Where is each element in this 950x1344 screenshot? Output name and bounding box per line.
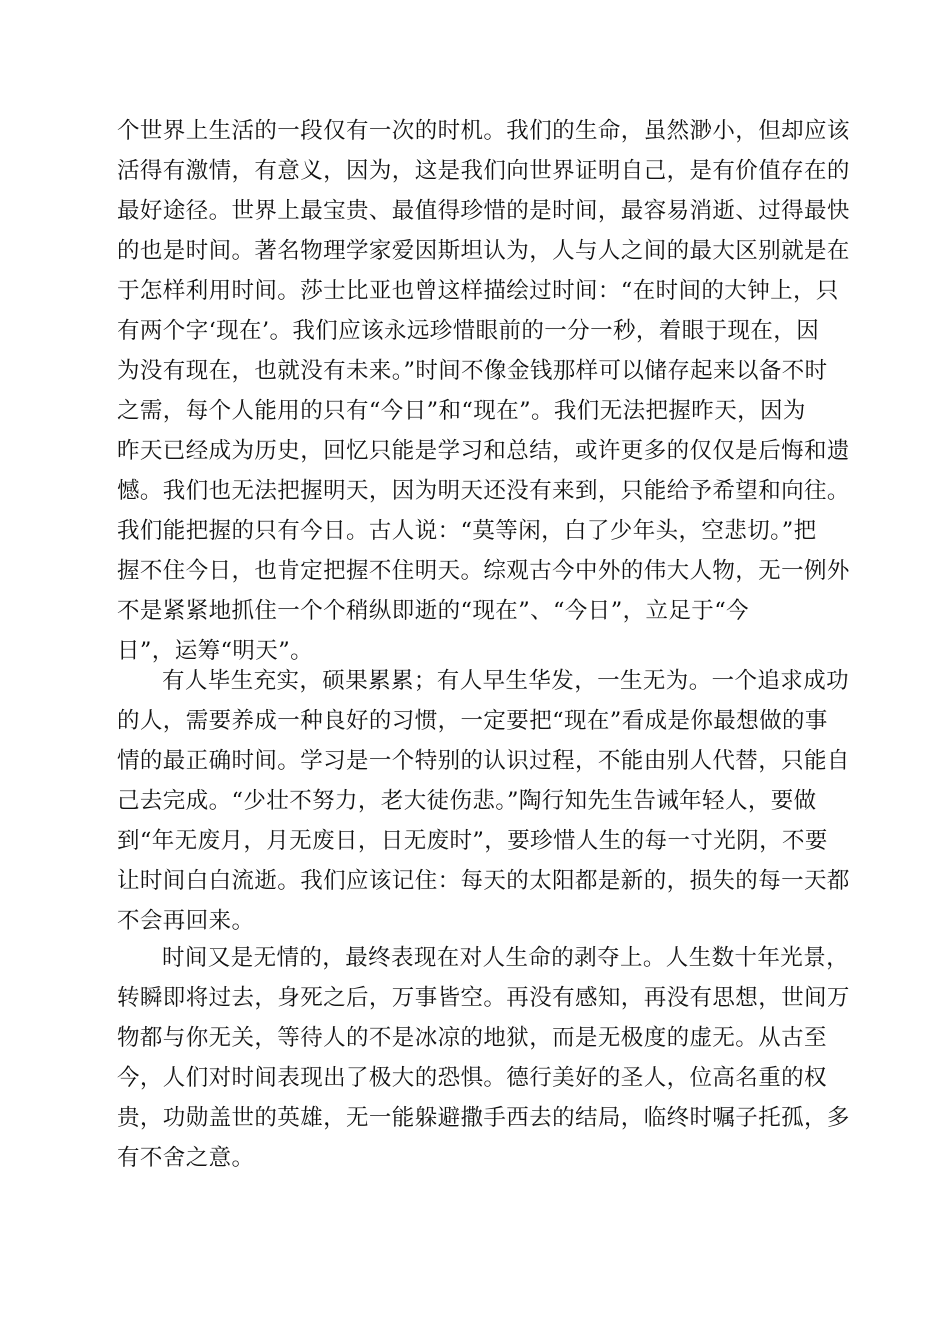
paragraph-1 xyxy=(117,111,850,671)
text-line-first: 有人毕生充实，硕果累累；有人早生华发，一生无为。一个追求成功 xyxy=(162,668,850,694)
text-line: 物都与你无关，等待人的不是冰凉的地狱，而是无极度的虚无。从古至 xyxy=(117,1025,827,1051)
text-line: 我们能把握的只有今日。古人说：“莫等闲，白了少年头，空悲切。”把 xyxy=(117,518,817,544)
text-line: 之需，每个人能用的只有“今日”和“现在”。我们无法把握昨天，因为 xyxy=(117,398,806,424)
text-line: 憾。我们也无法把握明天，因为明天还没有来到，只能给予希望和向往。 xyxy=(117,478,850,504)
text-line: 于怎样利用时间。莎士比亚也曾这样描绘过时间：“在时间的大钟上，只 xyxy=(117,278,839,304)
paragraph-3 xyxy=(117,938,850,1178)
text-line: 贵，功勋盖世的英雄，无一能躲避撒手西去的结局，临终时嘱子托孤，多 xyxy=(117,1105,850,1131)
text-line: 让时间白白流逝。我们应该记住：每天的太阳都是新的，损失的每一天都 xyxy=(117,868,850,894)
text-line: 握不住今日，也肯定把握不住明天。综观古今中外的伟大人物，无一例外 xyxy=(117,558,850,584)
text-line: 活得有激情，有意义，因为，这是我们向世界证明自己，是有价值存在的 xyxy=(117,158,850,184)
text-line: 为没有现在，也就没有未来。”时间不像金钱那样可以储存起来以备不时 xyxy=(117,358,828,384)
text-line: 昨天已经成为历史，回忆只能是学习和总结，或许更多的仅仅是后悔和遗 xyxy=(117,438,850,464)
text-line: 不会再回来。 xyxy=(117,908,255,934)
text-line: 个世界上生活的一段仅有一次的时机。我们的生命，虽然渺小，但却应该 xyxy=(117,118,850,144)
text-line: 有两个字‘现在’。我们应该永远珍惜眼前的一分一秒，着眼于现在，因 xyxy=(117,318,820,344)
text-line: 转瞬即将过去，身死之后，万事皆空。再没有感知，再没有思想，世间万 xyxy=(117,985,850,1011)
text-line: 的人，需要养成一种良好的习惯，一定要把“现在”看成是你最想做的事 xyxy=(117,708,828,734)
text-line: 最好途径。世界上最宝贵、最值得珍惜的是时间，最容易消逝、过得最快 xyxy=(117,198,850,224)
paragraph-2 xyxy=(117,661,850,941)
text-line: 己去完成。“少壮不努力，老大徒伤悲。”陶行知先生告诫年轻人，要做 xyxy=(117,788,817,814)
text-line: 情的最正确时间。学习是一个特别的认识过程，不能由别人代替，只能自 xyxy=(117,748,850,774)
text-line: 到“年无废月，月无废日，日无废时”，要珍惜人生的每一寸光阴，不要 xyxy=(117,828,828,854)
text-line: 日”，运筹“明天”。 xyxy=(117,638,314,664)
text-line: 有不舍之意。 xyxy=(117,1145,255,1171)
text-line: 不是紧紧地抓住一个个稍纵即逝的“现在”、“今日”，立足于“今 xyxy=(117,598,750,624)
text-line: 的也是时间。著名物理学家爱因斯坦认为，人与人之间的最大区别就是在 xyxy=(117,238,850,264)
text-line-first: 时间又是无情的，最终表现在对人生命的剥夺上。人生数十年光景， xyxy=(162,945,850,971)
text-line: 今，人们对时间表现出了极大的恐惧。德行美好的圣人，位高名重的权 xyxy=(117,1065,827,1091)
